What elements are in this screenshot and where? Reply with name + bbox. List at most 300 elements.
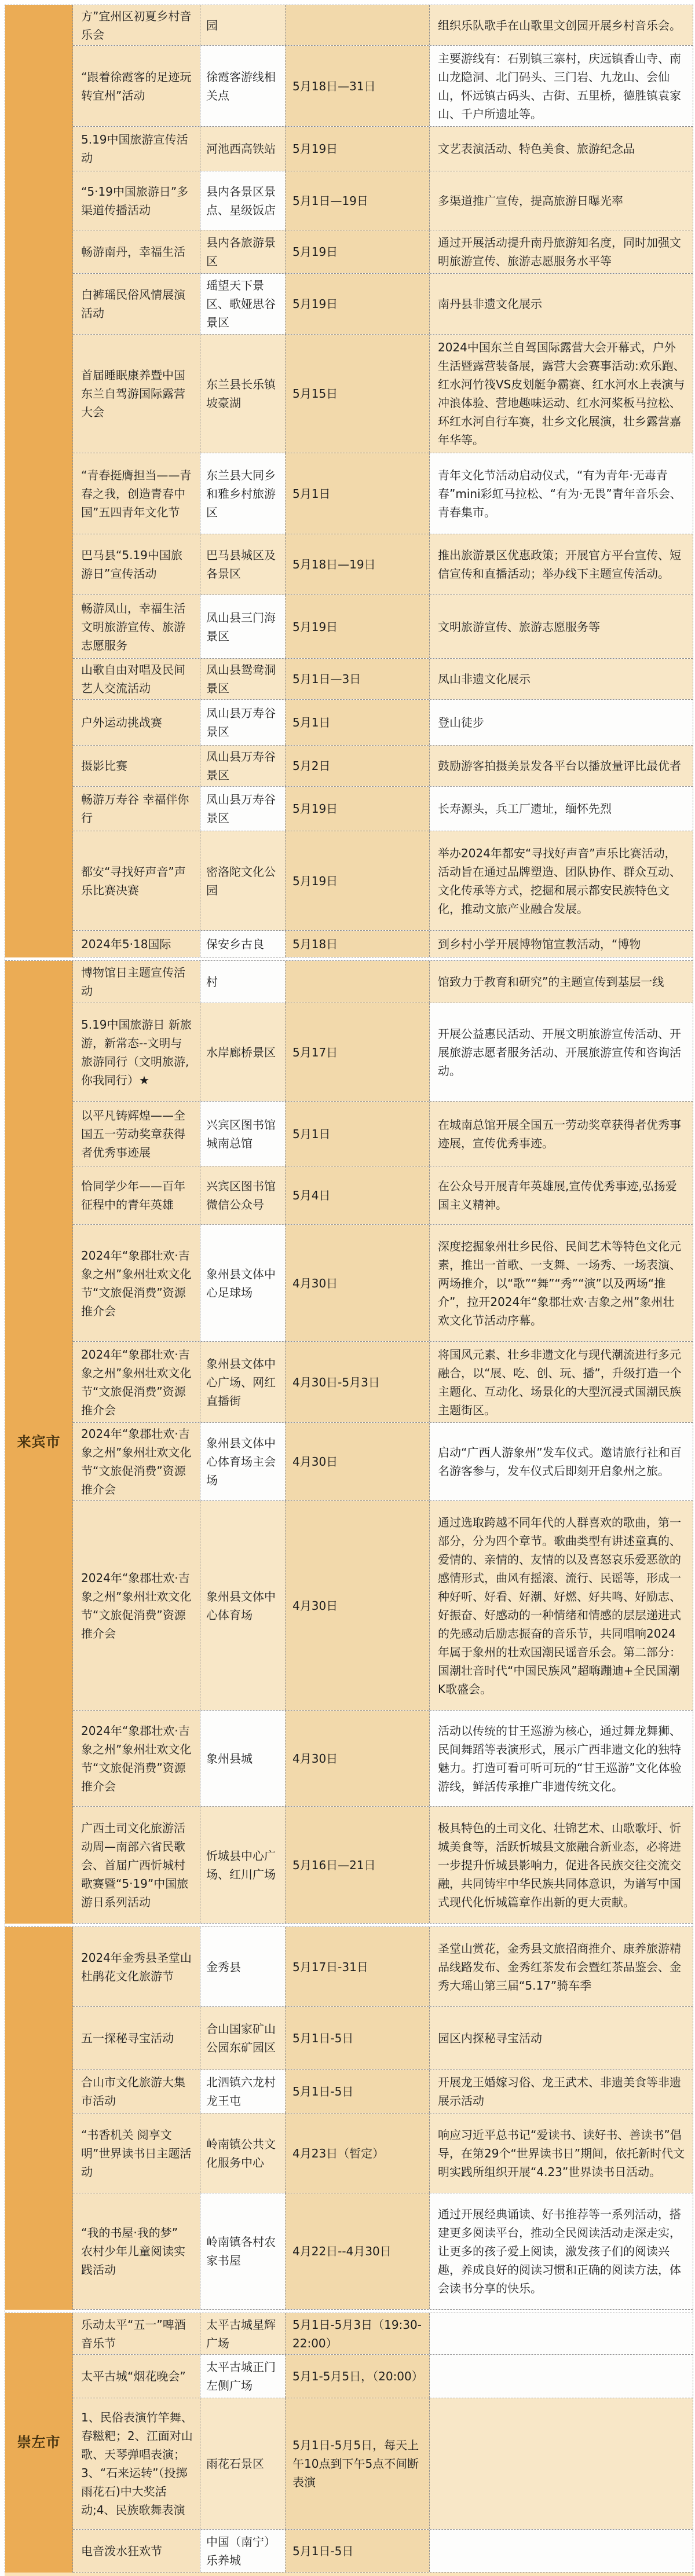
location-cell-text: 凤山县万寿谷景区 bbox=[206, 750, 276, 782]
table-row bbox=[73, 746, 693, 787]
date-cell bbox=[286, 274, 430, 334]
city-column bbox=[5, 1927, 73, 2310]
description-cell-text: 青年文化节活动启动仪式，“有为青年·无毒青春”mini彩虹马拉松、“有为·无畏”青年音乐会、青春集市。 bbox=[438, 468, 682, 519]
table-row bbox=[73, 1807, 693, 1924]
location-cell bbox=[200, 46, 286, 126]
location-cell-text: 凤山县万寿谷景区 bbox=[206, 792, 276, 825]
table-row bbox=[73, 2070, 693, 2113]
city-label: 崇左市 bbox=[17, 2434, 61, 2451]
table-row bbox=[73, 274, 693, 335]
activity-cell bbox=[73, 230, 200, 273]
activity-cell-text: 都安“寻找好声音”声乐比赛决赛 bbox=[81, 864, 186, 897]
description-cell bbox=[430, 700, 693, 745]
location-cell-text: 巴马县城区及各景区 bbox=[206, 548, 276, 581]
location-cell bbox=[200, 2193, 286, 2309]
date-cell-text: 4月22日--4月30日 bbox=[292, 2244, 392, 2258]
table-row bbox=[73, 2398, 693, 2530]
table-row bbox=[73, 595, 693, 659]
activity-cell bbox=[73, 961, 200, 1003]
activity-cell bbox=[73, 46, 200, 126]
location-cell-text: 东兰县大同乡和雅乡村旅游区 bbox=[206, 468, 276, 519]
description-cell-text: 组织乐队歌手在山歌里文创园开展乡村音乐会。 bbox=[438, 18, 681, 32]
date-cell-text: 5月18日—31日 bbox=[292, 79, 376, 93]
location-cell-text: 县内各旅游景区 bbox=[206, 236, 276, 268]
date-cell-text: 5月17日 bbox=[292, 1045, 338, 1059]
table-row bbox=[73, 1003, 693, 1102]
table-row bbox=[73, 659, 693, 700]
location-cell-text: 象州县文体中心足球场 bbox=[206, 1267, 276, 1300]
description-cell-text: 文艺表演活动、特色美食、旅游纪念品 bbox=[438, 142, 635, 156]
location-cell bbox=[200, 171, 286, 230]
city-section bbox=[5, 961, 693, 1924]
date-cell bbox=[286, 2007, 430, 2069]
bottom-strip bbox=[5, 2573, 693, 2576]
description-cell-text: 园区内探秘寻宝活动 bbox=[438, 2031, 542, 2045]
date-cell bbox=[286, 1501, 430, 1710]
location-cell-text: 金秀县 bbox=[206, 1959, 241, 1974]
location-cell bbox=[200, 1807, 286, 1923]
description-cell bbox=[430, 1225, 693, 1341]
description-cell-text: 馆致力于教育和研究”的主题宣传到基层一线 bbox=[438, 975, 664, 989]
table-row bbox=[73, 1501, 693, 1711]
date-cell-text: 4月23日（暂定） bbox=[292, 2146, 385, 2160]
activity-cell-text: 2024年“象郡壮欢·吉象之州”象州壮欢文化节“文旅促消费”资源推介会 bbox=[81, 1248, 192, 1318]
table-row bbox=[73, 700, 693, 746]
location-cell-text: 密洛陀文化公园 bbox=[206, 864, 276, 897]
activity-cell-text: 摄影比赛 bbox=[81, 759, 127, 773]
date-cell-text: 5月19日 bbox=[292, 297, 338, 311]
table-row bbox=[73, 2007, 693, 2070]
date-cell bbox=[286, 534, 430, 595]
activity-cell-text: “我的书屋·我的梦” 农村少年儿童阅读实践活动 bbox=[81, 2226, 185, 2277]
date-cell bbox=[286, 2530, 430, 2572]
description-cell bbox=[430, 1102, 693, 1166]
location-cell bbox=[200, 2530, 286, 2572]
description-cell bbox=[430, 1927, 693, 2006]
description-cell bbox=[430, 1807, 693, 1923]
location-cell-text: 岭南镇公共文化服务中心 bbox=[206, 2137, 276, 2170]
table-row bbox=[73, 230, 693, 274]
table-row bbox=[73, 2313, 693, 2355]
date-cell bbox=[286, 46, 430, 126]
activity-cell bbox=[73, 1342, 200, 1422]
date-cell-text: 5月15日 bbox=[292, 387, 338, 401]
description-cell bbox=[430, 2313, 693, 2354]
date-cell-text: 5月1日 bbox=[292, 486, 331, 501]
rows-container bbox=[73, 2313, 693, 2573]
location-cell-text: 徐霞客游线相关点 bbox=[206, 69, 276, 102]
date-cell-text: 5月1-5月5日，（20:00） bbox=[292, 2369, 423, 2383]
location-cell-text: 村 bbox=[206, 975, 218, 989]
activity-cell-text: “5·19中国旅游日”多渠道传播活动 bbox=[81, 184, 189, 217]
activity-cell-text: 5.19中国旅游日 新旅游，新常态--文明与旅游同行（文明旅游,你我同行）★ bbox=[81, 1017, 192, 1087]
description-cell bbox=[430, 2113, 693, 2193]
date-cell-text: 5月18日 bbox=[292, 937, 338, 951]
date-cell-text: 5月1日-5月5日，每天上午10点到下午5点不间断表演 bbox=[292, 2438, 419, 2489]
activity-cell bbox=[73, 1711, 200, 1806]
activity-cell-text: “跟着徐霞客的足迹玩转宜州”活动 bbox=[81, 69, 192, 102]
activity-cell bbox=[73, 595, 200, 658]
date-cell bbox=[286, 1711, 430, 1806]
activity-cell bbox=[73, 787, 200, 831]
location-cell bbox=[200, 1003, 286, 1101]
date-cell bbox=[286, 659, 430, 699]
description-cell-text: 南丹县非遗文化展示 bbox=[438, 297, 542, 311]
activity-cell-text: 巴马县“5.19中国旅游日”宣传活动 bbox=[81, 548, 182, 581]
date-cell bbox=[286, 831, 430, 930]
activity-cell-text: 畅游万寿谷 幸福伴你行 bbox=[81, 792, 189, 825]
table-row bbox=[73, 2355, 693, 2398]
description-cell-text: 长寿源头，兵工厂遗址，缅怀先烈 bbox=[438, 802, 612, 816]
date-cell-text: 5月19日 bbox=[292, 802, 338, 816]
activity-cell bbox=[73, 1807, 200, 1923]
location-cell-text: 象州县城 bbox=[206, 1751, 253, 1766]
date-cell bbox=[286, 700, 430, 745]
city-column bbox=[5, 961, 73, 1924]
location-cell bbox=[200, 746, 286, 786]
description-cell-text: 通过开展活动提升南丹旅游知名度，同时加强文明旅游宣传、旅游志愿服务水平等 bbox=[438, 236, 681, 268]
date-cell-text: 5月4日 bbox=[292, 1188, 331, 1202]
description-cell bbox=[430, 230, 693, 273]
date-cell bbox=[286, 2313, 430, 2354]
description-cell bbox=[430, 1342, 693, 1422]
activity-cell bbox=[73, 534, 200, 595]
activity-cell bbox=[73, 659, 200, 699]
table-row bbox=[73, 46, 693, 127]
date-cell bbox=[286, 1342, 430, 1422]
activity-cell bbox=[73, 1166, 200, 1224]
date-cell-text: 5月1日—19日 bbox=[292, 193, 368, 208]
activity-cell-text: 2024年5·18国际 bbox=[81, 937, 171, 951]
city-column bbox=[5, 2313, 73, 2573]
date-cell-text: 5月1日—3日 bbox=[292, 672, 361, 686]
activity-cell-text: 博物馆日主题宣传活动 bbox=[81, 966, 185, 998]
rows-container bbox=[73, 5, 693, 957]
description-cell bbox=[430, 2007, 693, 2069]
activity-cell bbox=[73, 171, 200, 230]
description-cell bbox=[430, 787, 693, 831]
location-cell-text: 瑶望天下景区、歌娅思谷景区 bbox=[206, 278, 276, 329]
location-cell-text: 兴宾区图书馆微信公众号 bbox=[206, 1179, 276, 1212]
description-cell bbox=[430, 2398, 693, 2529]
location-cell bbox=[200, 230, 286, 273]
activity-cell bbox=[73, 1102, 200, 1166]
location-cell bbox=[200, 1501, 286, 1710]
description-cell bbox=[430, 831, 693, 930]
activity-cell-text: 恰同学少年——百年征程中的青年英雄 bbox=[81, 1179, 185, 1212]
location-cell-text: 北泗镇六龙村龙王屯 bbox=[206, 2075, 276, 2108]
location-cell-text: 县内各景区景点、星级饭店 bbox=[206, 184, 276, 217]
description-cell-text: 多渠道推广宣传，提高旅游日曝光率 bbox=[438, 193, 623, 208]
location-cell bbox=[200, 127, 286, 171]
description-cell bbox=[430, 274, 693, 334]
location-cell bbox=[200, 274, 286, 334]
description-cell-text: 深度挖掘象州壮乡民俗、民间艺术等特色文化元素，推出一首歌、一支舞、一场秀、一场表演、两场推介，以“歌”“舞”“秀”“演”以及两场“推介”，拉开2024年“象郡壮欢·吉象之州”象州壮欢文化节活动序幕。 bbox=[438, 1239, 681, 1327]
table-row bbox=[73, 1102, 693, 1166]
location-cell bbox=[200, 2355, 286, 2398]
description-cell bbox=[430, 2530, 693, 2572]
activity-cell bbox=[73, 335, 200, 453]
activity-cell-text: 以平凡铸辉煌——全国五一劳动奖章获得者优秀事迹展 bbox=[81, 1108, 185, 1159]
location-cell bbox=[200, 1342, 286, 1422]
activity-cell bbox=[73, 127, 200, 171]
description-cell bbox=[430, 931, 693, 957]
activity-cell bbox=[73, 1501, 200, 1710]
activity-cell bbox=[73, 700, 200, 745]
date-cell-text: 5月1日 bbox=[292, 1126, 331, 1141]
date-cell-text: 4月30日 bbox=[292, 1455, 338, 1469]
activity-cell-text: 畅游凤山，幸福生活 文明旅游宣传、旅游志愿服务 bbox=[81, 601, 185, 652]
location-cell-text: 凤山县鸳鸯洞景区 bbox=[206, 663, 276, 695]
description-cell bbox=[430, 1003, 693, 1101]
location-cell-text: 雨花石景区 bbox=[206, 2457, 264, 2471]
activity-cell bbox=[73, 831, 200, 930]
date-cell-text: 5月16日—21日 bbox=[292, 1858, 376, 1872]
table-row bbox=[73, 1423, 693, 1501]
activity-cell bbox=[73, 5, 200, 45]
location-cell-text: 水岸廊桥景区 bbox=[206, 1045, 276, 1059]
date-cell bbox=[286, 1003, 430, 1101]
table-row bbox=[73, 2113, 693, 2193]
location-cell-text: 保安乡古良 bbox=[206, 937, 264, 951]
location-cell bbox=[200, 2007, 286, 2069]
date-cell-text: 5月1日-5日 bbox=[292, 2544, 354, 2558]
table-row bbox=[73, 2530, 693, 2573]
description-cell-text: 通过选取跨越不同年代的人群喜欢的歌曲，第一部分，分为四个章节。歌曲类型有讲述童真的、爱情的、亲情的、友情的以及喜怒哀乐爱恶欲的感情形式，曲风有摇滚、流行、民谣等，形成一种好听、好看、好潮、好燃、好共鸣、好励志、好振奋、好感动的一种情绪和情感的层层递进式的先感动后励志振奋的音乐节，共同唱响2024年属于象州的壮欢国潮民谣音乐会。第二部分：国潮壮音时代“中国民族风”超嗨蹦迪+全民国潮K歌盛会。 bbox=[438, 1515, 681, 1696]
date-cell bbox=[286, 1102, 430, 1166]
location-cell bbox=[200, 595, 286, 658]
city-section bbox=[5, 5, 693, 957]
description-cell-text: 开展公益惠民活动、开展文明旅游宣传活动、开展旅游志愿者服务活动、开展旅游宣传和咨询活动。 bbox=[438, 1026, 681, 1078]
activity-cell-text: 电音泼水狂欢节 bbox=[81, 2544, 162, 2558]
activity-cell-text: 5.19中国旅游宣传活动 bbox=[81, 133, 188, 165]
description-cell-text: 推出旅游景区优惠政策；开展官方平台宣传、短信宣传和直播活动；举办线下主题宣传活动。 bbox=[438, 548, 681, 581]
table-row bbox=[73, 1342, 693, 1423]
location-cell bbox=[200, 961, 286, 1003]
table-row bbox=[73, 171, 693, 230]
activity-cell bbox=[73, 746, 200, 786]
location-cell bbox=[200, 2113, 286, 2193]
location-cell bbox=[200, 534, 286, 595]
location-cell bbox=[200, 5, 286, 45]
location-cell-text: 象州县文体中心广场、网红直播街 bbox=[206, 1356, 276, 1408]
location-cell bbox=[200, 1423, 286, 1500]
activity-cell-text: 首届睡眠康养暨中国东兰自驾游国际露营大会 bbox=[81, 368, 185, 419]
activity-cell-text: 2024年“象郡壮欢·吉象之州”象州壮欢文化节“文旅促消费”资源推介会 bbox=[81, 1427, 192, 1496]
date-cell bbox=[286, 335, 430, 453]
date-cell-text: 5月19日 bbox=[292, 142, 338, 156]
activity-cell-text: 五一探秘寻宝活动 bbox=[81, 2031, 174, 2045]
location-cell-text: 太平古城星辉广场 bbox=[206, 2317, 276, 2350]
activity-cell-text: 山歌自由对唱及民间艺人交流活动 bbox=[81, 663, 185, 695]
activity-cell-text: 乐动太平“五一”啤酒音乐节 bbox=[81, 2317, 186, 2350]
location-cell bbox=[200, 787, 286, 831]
location-cell bbox=[200, 700, 286, 745]
description-cell-text: 2024中国东兰自驾国际露营大会开幕式，户外生活暨露营装备展，露营大会赛事活动:欢乐跑、红水河竹筏VS皮划艇争霸赛、红水河水上表演与冲浪体验、营地趣味运动、红水河桨板马拉松、环红水河自行车赛，壮乡文化展演，壮乡露营嘉年华等。 bbox=[438, 340, 685, 447]
activity-cell bbox=[73, 2398, 200, 2529]
table-row bbox=[73, 534, 693, 595]
description-cell-text: 将国风元素、壮乡非遗文化与现代潮流进行多元融合，以“展、吃、创、玩、播”，升级打造一个主题化、互动化、场景化的大型沉浸式国潮民族主题街区。 bbox=[438, 1347, 682, 1417]
description-cell bbox=[430, 2070, 693, 2113]
activity-cell-text: 户外运动挑战赛 bbox=[81, 715, 162, 729]
activity-cell bbox=[73, 2007, 200, 2069]
date-cell bbox=[286, 127, 430, 171]
location-cell-text: 忻城县中心广场、红川广场 bbox=[206, 1848, 276, 1881]
city-column bbox=[5, 5, 73, 957]
description-cell bbox=[430, 1166, 693, 1224]
description-cell bbox=[430, 659, 693, 699]
date-cell bbox=[286, 2398, 430, 2529]
location-cell-text: 凤山县三门海景区 bbox=[206, 610, 276, 643]
activity-cell-text: 2024年“象郡壮欢·吉象之州”象州壮欢文化节“文旅促消费”资源推介会 bbox=[81, 1570, 192, 1641]
description-cell-text: 文明旅游宣传、旅游志愿服务等 bbox=[438, 619, 600, 634]
description-cell-text: 在公众号开展青年英雄展,宣传优秀事迹,弘扬爱国主义精神。 bbox=[438, 1179, 677, 1212]
date-cell bbox=[286, 746, 430, 786]
date-cell bbox=[286, 230, 430, 273]
description-cell bbox=[430, 2355, 693, 2398]
date-cell-text: 5月19日 bbox=[292, 619, 338, 634]
table-row bbox=[73, 961, 693, 1003]
date-cell-text: 4月30日 bbox=[292, 1598, 338, 1613]
description-cell-text: 鼓励游客拍摄美景发各平台以播放量评比最优者 bbox=[438, 759, 681, 773]
description-cell bbox=[430, 746, 693, 786]
city-label: 来宾市 bbox=[17, 1433, 61, 1450]
description-cell bbox=[430, 171, 693, 230]
description-cell-text: 登山徒步 bbox=[438, 715, 484, 729]
description-cell-text: 开展龙王婚嫁习俗、龙王武术、非遗美食等非遗展示活动 bbox=[438, 2075, 681, 2108]
description-cell bbox=[430, 46, 693, 126]
description-cell bbox=[430, 961, 693, 1003]
description-cell bbox=[430, 5, 693, 45]
description-cell-text: 极具特色的土司文化、壮锦艺术、山歌歌圩、忻城美食等，活跃忻城县文旅融合新业态，必将进一步提升忻城县影响力，促进各民族交往交流交融，共同铸牢中华民族共同体意识，为谱写中国式现代化忻城篇章作出新的更大贡献。 bbox=[438, 1821, 681, 1909]
activity-cell bbox=[73, 1423, 200, 1500]
activity-cell-text: 太平古城“烟花晚会” bbox=[81, 2369, 186, 2383]
activity-cell bbox=[73, 2313, 200, 2354]
description-cell-text: 活动以传统的甘王巡游为核心，通过舞龙舞狮、民间舞蹈等表演形式，展示广西非遗文化的独特魅力。打造可看可听可玩的“甘王巡游”文化体验游线，鲜活传承推广非遗传统文化。 bbox=[438, 1723, 682, 1793]
date-cell-text: 5月1日-5月3日（19:30-22:00） bbox=[292, 2317, 422, 2350]
date-cell-text: 5月1日 bbox=[292, 715, 331, 729]
date-cell bbox=[286, 2070, 430, 2113]
location-cell-text: 河池西高铁站 bbox=[206, 142, 276, 156]
activity-cell-text: “书香机关 阅享文明”世界读书日主题活动 bbox=[81, 2127, 192, 2179]
events-table bbox=[5, 5, 693, 2573]
rows-container bbox=[73, 1927, 693, 2310]
table-row bbox=[73, 931, 693, 957]
date-cell-text: 5月18日—19日 bbox=[292, 557, 376, 571]
location-cell bbox=[200, 1225, 286, 1341]
table-row bbox=[73, 831, 693, 931]
date-cell bbox=[286, 2113, 430, 2193]
activity-cell-text: 1、民俗表演竹竿舞、春糍粑；2、江面对山歌、天琴弹唱表演；3、“石来运转”（投掷雨花石)中大奖活动;4、民族歌舞表演 bbox=[81, 2410, 193, 2517]
table-row bbox=[73, 5, 693, 46]
table-row bbox=[73, 1711, 693, 1807]
description-cell bbox=[430, 453, 693, 534]
activity-cell-text: 2024年金秀县圣堂山杜鹃花文化旅游节 bbox=[81, 1950, 192, 1983]
date-cell bbox=[286, 171, 430, 230]
location-cell bbox=[200, 335, 286, 453]
location-cell-text: 东兰县长乐镇坡豪湖 bbox=[206, 377, 276, 410]
description-cell-text: 启动“广西人游象州”发车仪式。邀请旅行社和百名游客参与，发车仪式后即刻开启象州之旅。 bbox=[438, 1445, 682, 1478]
date-cell bbox=[286, 1225, 430, 1341]
location-cell bbox=[200, 453, 286, 534]
date-cell-text: 5月17日-31日 bbox=[292, 1959, 368, 1974]
date-cell bbox=[286, 453, 430, 534]
date-cell bbox=[286, 961, 430, 1003]
date-cell bbox=[286, 595, 430, 658]
description-cell bbox=[430, 534, 693, 595]
location-cell bbox=[200, 1166, 286, 1224]
date-cell bbox=[286, 2193, 430, 2309]
date-cell bbox=[286, 1166, 430, 1224]
description-cell-text: 到乡村小学开展博物馆宣教活动，“博物 bbox=[438, 937, 641, 951]
date-cell-text: 4月30日 bbox=[292, 1751, 338, 1766]
location-cell-text: 合山国家矿山公园东矿园区 bbox=[206, 2022, 276, 2054]
date-cell bbox=[286, 1423, 430, 1500]
activity-cell bbox=[73, 453, 200, 534]
activity-cell bbox=[73, 2193, 200, 2309]
location-cell bbox=[200, 659, 286, 699]
table-row bbox=[73, 1166, 693, 1225]
description-cell-text: 通过开展经典诵读、好书推荐等一系列活动，搭建更多阅读平台，推动全民阅读活动走深走实，让更多的孩子爱上阅读，激发孩子们的阅读兴趣，养成良好的阅读习惯和正确的阅读方法，体会读书分享的快乐。 bbox=[438, 2207, 681, 2295]
description-cell-text: 圣堂山赏花，金秀县文旅招商推介、康养旅游精品线路发布、金秀红茶发布会暨红茶品鉴会、金秀大瑶山第三届“5.17”骑车季 bbox=[438, 1941, 681, 1992]
activity-cell-text: 合山市文化旅游大集市活动 bbox=[81, 2075, 185, 2108]
table-row bbox=[73, 453, 693, 534]
date-cell bbox=[286, 1807, 430, 1923]
activity-cell bbox=[73, 931, 200, 957]
location-cell bbox=[200, 1927, 286, 2006]
date-cell bbox=[286, 1927, 430, 2006]
activity-cell-text: 白裤瑶民俗风情展演活动 bbox=[81, 288, 185, 320]
date-cell-text: 5月2日 bbox=[292, 759, 331, 773]
table-row bbox=[73, 1225, 693, 1342]
date-cell-text: 5月1日-5日 bbox=[292, 2085, 354, 2098]
location-cell-text: 象州县文体中心体育场 bbox=[206, 1589, 276, 1622]
description-cell bbox=[430, 335, 693, 453]
activity-cell bbox=[73, 2113, 200, 2193]
activity-cell-text: 广西土司文化旅游活动周—南部六省民歌会、首届广西忻城村歌赛暨“5·19”中国旅游日系列活动 bbox=[81, 1821, 189, 1909]
table-row bbox=[73, 127, 693, 171]
location-cell-text: 太平古城正门左侧广场 bbox=[206, 2360, 276, 2392]
description-cell bbox=[430, 2193, 693, 2309]
location-cell-text: 岭南镇各村农家书屋 bbox=[206, 2235, 276, 2267]
table-row bbox=[73, 335, 693, 453]
activity-cell bbox=[73, 1003, 200, 1101]
activity-cell bbox=[73, 2355, 200, 2398]
location-cell-text: 象州县文体中心体育场主会场 bbox=[206, 1436, 276, 1487]
location-cell bbox=[200, 831, 286, 930]
description-cell bbox=[430, 127, 693, 171]
activity-cell-text: “青春挺膺担当——青春之我，创造青春中国”五四青年文化节 bbox=[81, 468, 192, 519]
city-section bbox=[5, 1927, 693, 2310]
location-cell bbox=[200, 2070, 286, 2113]
description-cell-text: 举办2024年都安“寻找好声音”声乐比赛活动，活动旨在通过品牌塑造、团队协作、群众互动、文化传承等方式，挖掘和展示都安民族特色文化，推动文旅产业融合发展。 bbox=[438, 846, 681, 916]
activity-cell bbox=[73, 2530, 200, 2572]
location-cell bbox=[200, 1711, 286, 1806]
location-cell bbox=[200, 1102, 286, 1166]
activity-cell-text: 方”宜州区初夏乡村音乐会 bbox=[81, 9, 192, 42]
date-cell bbox=[286, 5, 430, 45]
location-cell-text: 园 bbox=[206, 18, 218, 32]
description-cell bbox=[430, 1711, 693, 1806]
activity-cell-text: 2024年“象郡壮欢·吉象之州”象州壮欢文化节“文旅促消费”资源推介会 bbox=[81, 1347, 192, 1417]
description-cell-text: 主要游线有：石别镇三寨村，庆远镇香山寺、南山龙隐洞、北门码头、三门岩、九龙山、会仙山，怀远镇古码头、古街、五里桥，德胜镇袁家山、千户所遗址等。 bbox=[438, 51, 681, 121]
activity-cell bbox=[73, 274, 200, 334]
description-cell-text: 凤山非遗文化展示 bbox=[438, 672, 531, 686]
description-cell-text: 响应习近平总书记“爱读书、读好书、善读书”倡导，在第29个“世界读书日”期间，依托新时代文明实践所组织开展“4.23”世界读书日活动。 bbox=[438, 2127, 685, 2179]
date-cell bbox=[286, 787, 430, 831]
activity-cell bbox=[73, 1225, 200, 1341]
date-cell-text: 5月19日 bbox=[292, 874, 338, 888]
